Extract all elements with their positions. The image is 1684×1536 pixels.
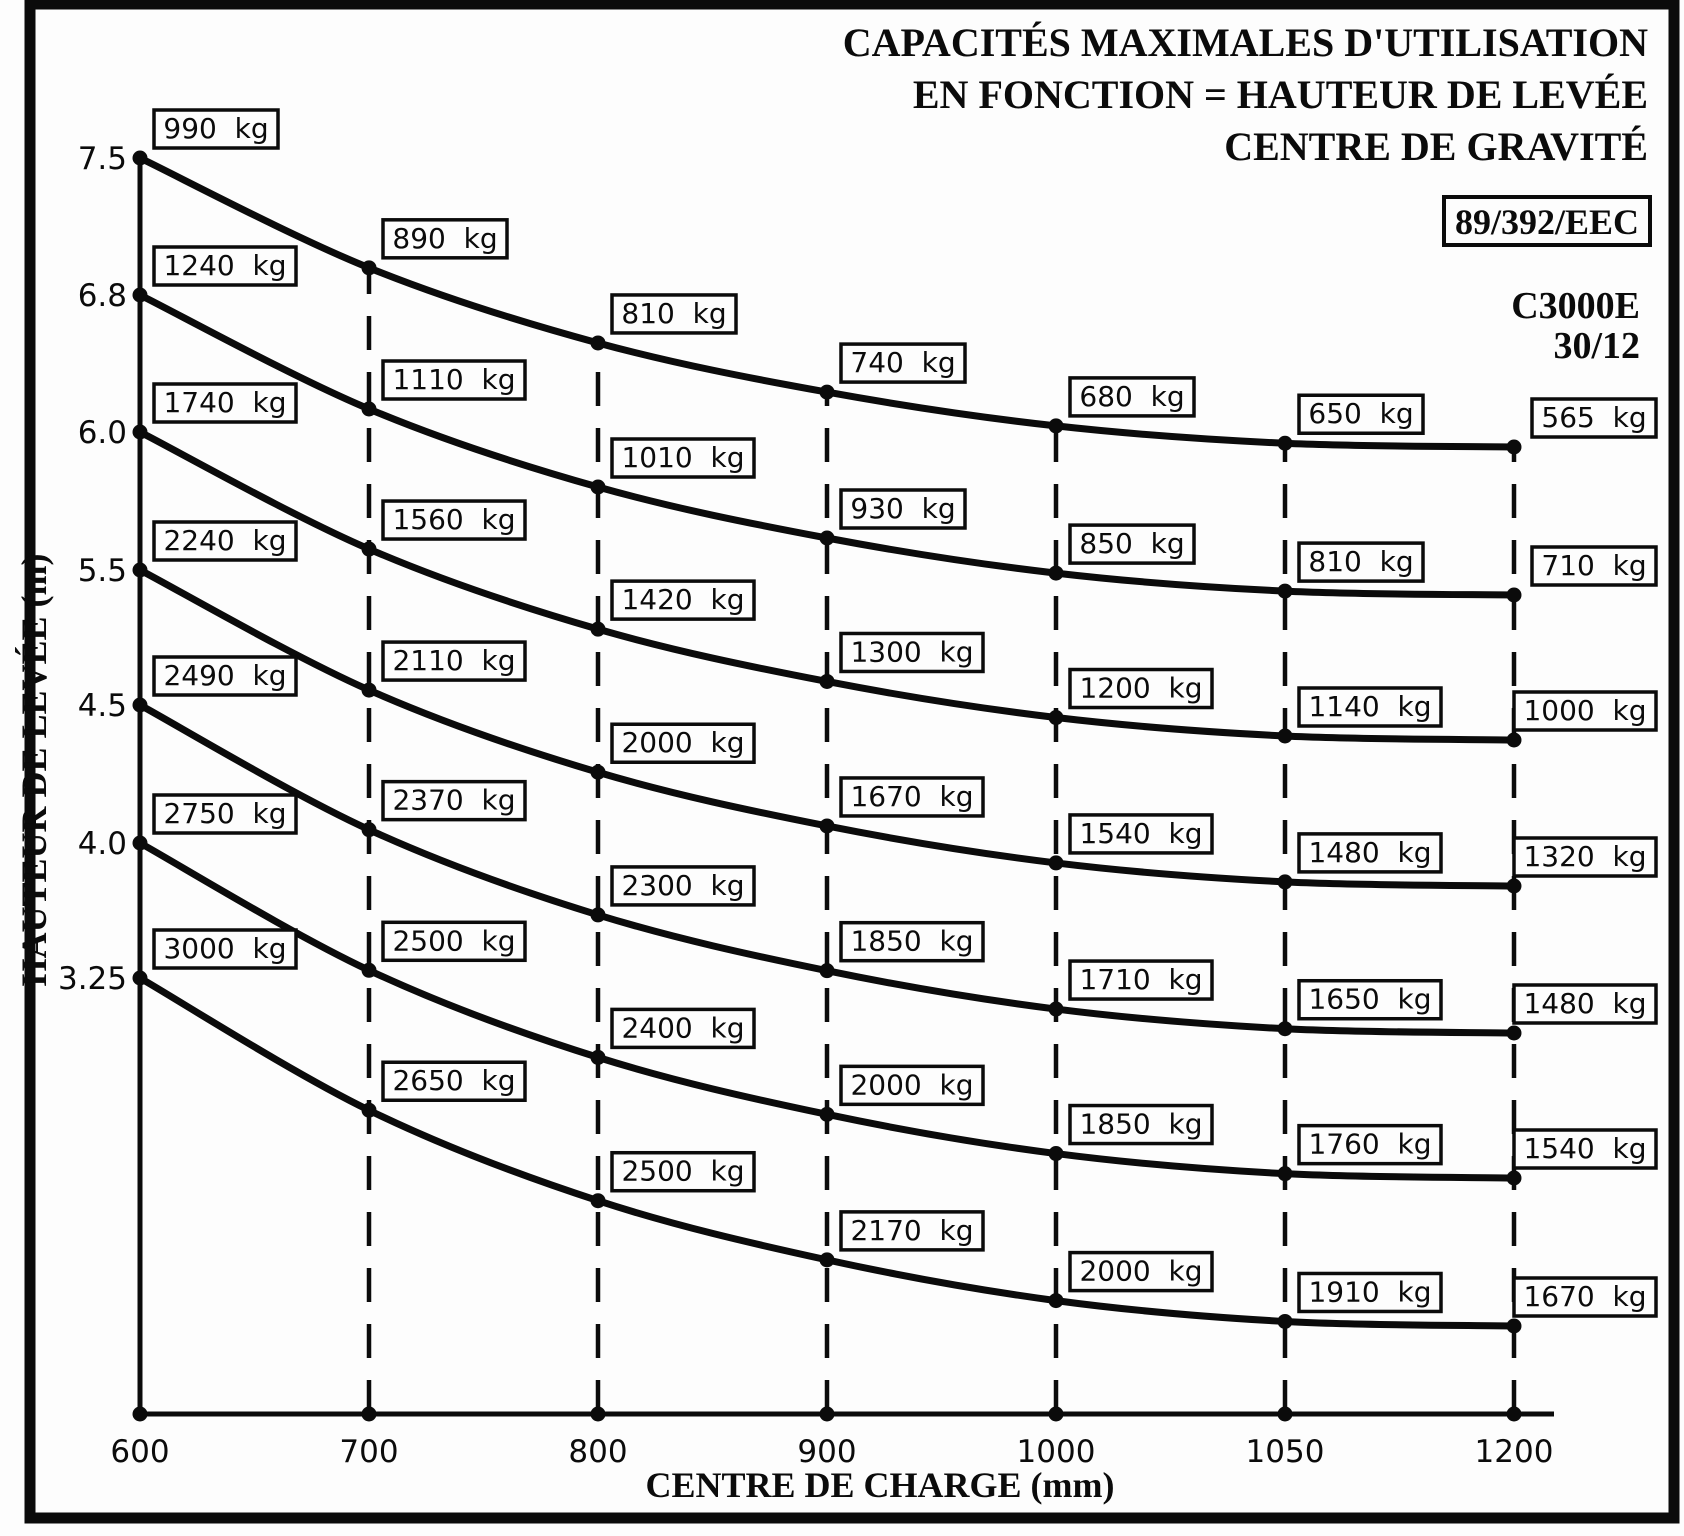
capacity-label-6.0m-1000: 1200 kg [1079,671,1203,705]
data-point-5.5m-1050 [1278,874,1293,889]
capacity-label-6.8m-600: 1240 kg [163,249,287,282]
data-point-3.25m-1050 [1278,1314,1293,1329]
data-point-4.5m-1050 [1278,1021,1293,1036]
capacity-label-5.5m-800: 2000 kg [621,726,745,760]
capacity-label-6.8m-1200: 710 kg [1541,549,1647,582]
data-point-6.8m-1200 [1507,588,1522,603]
model-label: C3000E [1511,285,1640,327]
capacity-label-7.5m-1050: 650 kg [1308,397,1414,431]
chart-title-line-2: EN FONCTION = HAUTEUR DE LEVÉE [912,72,1648,117]
capacity-label-6.8m-1050: 810 kg [1308,545,1414,579]
data-point-7.5m-700 [362,260,377,275]
x-tick-dot-600 [133,1407,148,1422]
capacity-label-4.5m-700: 2370 kg [392,783,516,817]
data-point-7.5m-800 [591,335,606,350]
capacity-label-7.5m-800: 810 kg [621,296,727,330]
data-point-4.5m-900 [820,963,835,978]
capacity-label-3.25m-1000: 2000 kg [1079,1254,1203,1288]
y-tick-label-7.5: 7.5 [77,141,127,177]
data-point-3.25m-800 [591,1193,606,1208]
x-tick-label-900: 900 [797,1434,857,1470]
capacity-label-5.5m-600: 2240 kg [163,524,287,557]
data-point-7.5m-1050 [1278,436,1293,451]
capacity-label-4.5m-800: 2300 kg [621,868,745,902]
data-point-6.0m-600 [133,425,148,440]
data-point-6.0m-1050 [1278,728,1293,743]
y-tick-label-5.5: 5.5 [77,553,127,589]
chart-title-line-1: CAPACITÉS MAXIMALES D'UTILISATION [842,20,1648,65]
capacity-label-5.5m-700: 2110 kg [392,644,516,678]
data-point-3.25m-1000 [1049,1293,1064,1308]
data-point-4.0m-1000 [1049,1146,1064,1161]
x-tick-dot-800 [591,1407,606,1422]
capacity-label-4.0m-600: 2750 kg [163,797,287,830]
data-point-6.8m-800 [591,480,606,495]
data-point-4.0m-700 [362,963,377,978]
x-tick-label-1000: 1000 [1016,1434,1096,1470]
data-point-4.5m-800 [591,907,606,922]
data-point-3.25m-600 [133,971,148,986]
capacity-label-7.5m-600: 990 kg [163,112,269,145]
capacity-label-4.5m-900: 1850 kg [850,924,974,958]
data-point-6.0m-900 [820,674,835,689]
capacity-label-4.5m-1200: 1480 kg [1523,987,1647,1020]
data-point-7.5m-1200 [1507,440,1522,455]
x-tick-dot-1200 [1507,1407,1522,1422]
capacity-label-6.8m-800: 1010 kg [621,441,745,474]
data-point-4.0m-1050 [1278,1166,1293,1181]
data-point-5.5m-800 [591,765,606,780]
model-variant-label: 30/12 [1553,325,1640,367]
chart-title-line-3: CENTRE DE GRAVITÉ [1224,124,1648,169]
data-point-4.5m-1000 [1049,1002,1064,1017]
y-tick-label-3.25: 3.25 [57,961,127,997]
plot-area [58,110,1656,1470]
data-point-3.25m-900 [820,1252,835,1267]
data-point-5.5m-700 [362,683,377,698]
capacity-label-6.8m-900: 930 kg [850,492,956,525]
x-tick-label-1050: 1050 [1245,1434,1325,1470]
capacity-label-7.5m-900: 740 kg [850,346,956,380]
capacity-label-4.0m-800: 2400 kg [621,1011,745,1045]
data-point-7.5m-1000 [1049,418,1064,433]
x-tick-label-800: 800 [568,1434,628,1470]
capacity-label-3.25m-1200: 1670 kg [1523,1280,1647,1313]
x-tick-label-700: 700 [339,1434,399,1470]
capacity-label-6.0m-700: 1560 kg [392,503,516,537]
data-point-5.5m-600 [133,563,148,578]
x-tick-dot-1050 [1278,1407,1293,1422]
data-point-3.25m-700 [362,1103,377,1118]
capacity-label-5.5m-1000: 1540 kg [1079,816,1203,850]
data-point-5.5m-1000 [1049,855,1064,870]
capacity-label-6.0m-1200: 1000 kg [1523,694,1647,727]
data-point-4.5m-1200 [1507,1026,1522,1041]
capacity-label-5.5m-900: 1670 kg [850,779,974,813]
capacity-label-4.0m-700: 2500 kg [392,924,516,958]
y-tick-label-4.0: 4.0 [77,826,127,862]
data-point-4.0m-900 [820,1107,835,1122]
data-point-6.0m-1200 [1507,733,1522,748]
y-axis-title: HAUTEUR DE LEVÉE (m) [14,553,54,987]
x-tick-dot-900 [820,1407,835,1422]
data-point-5.5m-1200 [1507,879,1522,894]
capacity-label-4.0m-1000: 1850 kg [1079,1107,1203,1141]
certification-label: 89/392/EEC [1454,202,1640,242]
capacity-label-5.5m-1050: 1480 kg [1308,835,1432,869]
data-point-6.0m-800 [591,622,606,637]
x-tick-label-600: 600 [110,1434,170,1470]
capacity-label-7.5m-1000: 680 kg [1079,379,1185,413]
capacity-label-4.0m-1050: 1760 kg [1308,1127,1432,1161]
x-tick-label-1200: 1200 [1474,1434,1554,1470]
capacity-label-7.5m-700: 890 kg [392,221,498,255]
capacity-label-6.0m-800: 1420 kg [621,583,745,617]
data-point-4.5m-700 [362,822,377,837]
capacity-label-6.0m-600: 1740 kg [163,386,287,419]
data-point-6.8m-900 [820,531,835,546]
data-point-6.8m-700 [362,402,377,417]
capacity-label-4.0m-1200: 1540 kg [1523,1132,1647,1165]
x-axis-title: CENTRE DE CHARGE (mm) [645,1465,1115,1505]
data-point-4.5m-600 [133,698,148,713]
data-point-7.5m-900 [820,385,835,400]
capacity-label-3.25m-800: 2500 kg [621,1154,745,1188]
data-point-3.25m-1200 [1507,1319,1522,1334]
data-point-6.0m-1000 [1049,710,1064,725]
data-point-6.8m-1050 [1278,584,1293,599]
capacity-label-6.0m-1050: 1140 kg [1308,689,1432,723]
capacity-label-4.5m-600: 2490 kg [163,659,287,692]
data-point-4.0m-600 [133,836,148,851]
capacity-label-3.25m-600: 3000 kg [163,932,287,965]
y-tick-label-6.0: 6.0 [77,415,127,451]
capacity-label-5.5m-1200: 1320 kg [1523,840,1647,873]
capacity-label-3.25m-1050: 1910 kg [1308,1275,1432,1309]
capacity-label-6.0m-900: 1300 kg [850,635,974,669]
capacity-label-4.5m-1050: 1650 kg [1308,982,1432,1016]
capacity-label-6.8m-1000: 850 kg [1079,527,1185,561]
capacity-label-4.0m-900: 2000 kg [850,1068,974,1102]
capacity-label-6.8m-700: 1110 kg [392,363,516,396]
capacity-label-4.5m-1000: 1710 kg [1079,963,1203,997]
capacity-label-7.5m-1200: 565 kg [1541,401,1647,434]
data-point-6.8m-600 [133,288,148,303]
capacity-label-3.25m-700: 2650 kg [392,1064,516,1098]
y-tick-label-6.8: 6.8 [77,278,127,314]
x-tick-dot-700 [362,1407,377,1422]
data-point-6.8m-1000 [1049,566,1064,581]
data-point-5.5m-900 [820,818,835,833]
data-point-7.5m-600 [133,151,148,166]
y-tick-label-4.5: 4.5 [77,688,127,724]
data-point-4.0m-1200 [1507,1171,1522,1186]
x-tick-dot-1000 [1049,1407,1064,1422]
data-point-6.0m-700 [362,542,377,557]
data-point-4.0m-800 [591,1050,606,1065]
capacity-label-3.25m-900: 2170 kg [850,1213,974,1247]
